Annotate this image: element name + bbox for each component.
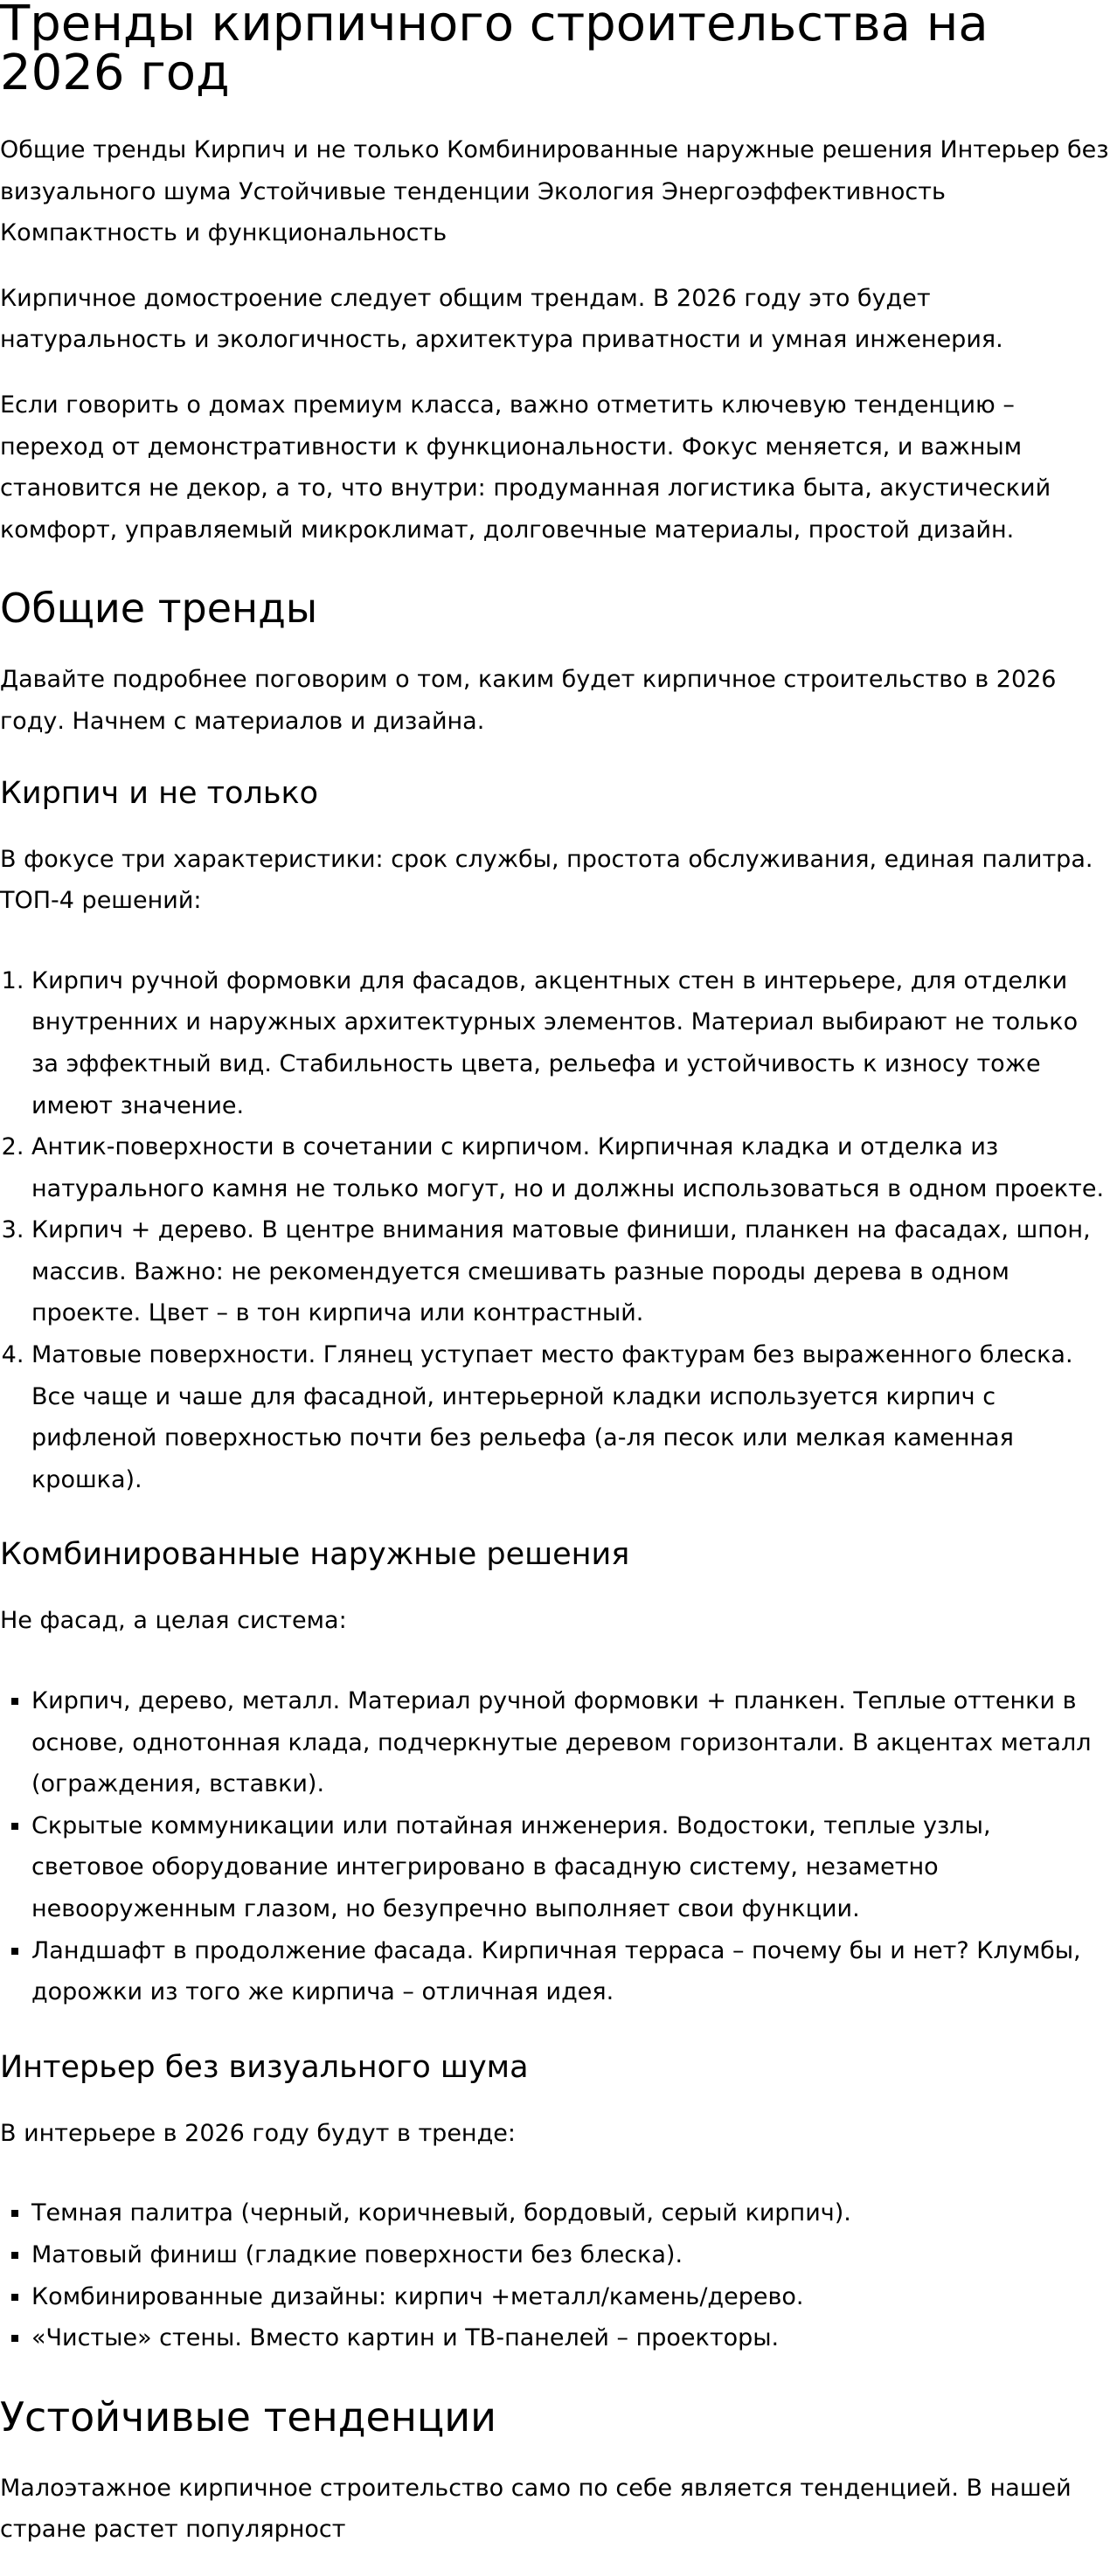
list-item: 1. Кирпич ручной формовки для фасадов, акцентных стен в интерьере, для отделки внутренних и наружных архитектурных элементов. Материал выбирают не только за эффектный вид. Стабильность цвета, рельефа и устойчивость к износу тоже имеют значение. [31, 960, 1110, 1126]
list-item: ▪ Скрытые коммуникации или потайная инженерия. Водостоки, теплые узлы, световое оборудование интегрировано в фасадную систему, незаметно невооруженным глазом, но безупречно выполняет свои функции. [31, 1805, 1110, 1930]
exterior-list [0, 1680, 1110, 2013]
list-item: ▪ «Чистые» стены. Вместо картин и ТВ-панелей – проекторы. [31, 2317, 1110, 2359]
list-item: ▪ Комбинированные дизайны: кирпич +металл/камень/дерево. [31, 2276, 1110, 2318]
paragraph: Давайте подробнее поговорим о том, каким будет кирпичное строительство в 2026 году. Начнем с материалов и дизайна. [0, 666, 1057, 735]
section-heading-general: Общие тренды [0, 585, 318, 633]
brick-list [0, 960, 1110, 1501]
section-heading-interior: Интерьер без визуального шума [0, 2049, 529, 2085]
list-item: 4. Матовые поверхности. Глянец уступает место фактурам без выраженного блеска. Все чаще и чаше для фасадной, интерьерной кладки используется кирпич с рифленой поверхностью почти без рельефа (а-ля песок или мелкая каменная крошка). [31, 1334, 1110, 1500]
paragraph: Не фасад, а целая система: [0, 1607, 347, 1635]
intro-paragraph: Если говорить о домах премиум класса, важно отметить ключевую тенденцию – переход от демонстративности к функциональности. Фокус меняется, и важным становится не декор, а то, что внутри: продуманная логистика быта, акустический комфорт, управляемый микроклимат, долговечные материалы, простой дизайн. [0, 391, 1051, 544]
intro-paragraph: Кирпичное домостроение следует общим трендам. В 2026 году это будет натуральность и экологичность, архитектура приватности и умная инженерия. [0, 284, 1003, 354]
section-heading-exterior: Комбинированные наружные решения [0, 1537, 630, 1573]
list-item: ▪ Темная палитра (черный, коричневый, бордовый, серый кирпич). [31, 2192, 1110, 2234]
list-item: ▪ Ландшафт в продолжение фасада. Кирпичная терраса – почему бы и нет? Клумбы, дорожки из того же кирпича – отличная идея. [31, 1930, 1110, 2013]
interior-list [0, 2192, 1110, 2358]
section-heading-brick: Кирпич и не только [0, 775, 319, 811]
page-title: Тренды кирпичного строительства на 2026 год [0, 0, 989, 101]
section-heading-sustainable: Устойчивые тенденции [0, 2392, 497, 2441]
paragraph: Малоэтажное кирпичное строительство само по себе является тенденцией. В нашей стране растет популярност [0, 2474, 1072, 2544]
list-item: ▪ Матовый финиш (гладкие поверхности без блеска). [31, 2234, 1110, 2276]
list-item: 3. Кирпич + дерево. В центре внимания матовые финиши, планкен на фасадах, шпон, массив. Важно: не рекомендуется смешивать разные породы дерева в одном проекте. Цвет – в тон кирпича или контрастный. [31, 1209, 1110, 1334]
table-of-contents: Общие тренды Кирпич и не только Комбинированные наружные решения Интерьер без визуального шума Устойчивые тенденции Экология Энергоэффективность Компактность и функциональность [0, 136, 1109, 247]
list-item: ▪ Кирпич, дерево, металл. Материал ручной формовки + планкен. Теплые оттенки в основе, однотонная клада, подчеркнутые деревом горизонтали. В акцентах металл (ограждения, вставки). [31, 1680, 1110, 1805]
list-item: 2. Антик-поверхности в сочетании с кирпичом. Кирпичная кладка и отделка из натурального камня не только могут, но и должны использоваться в одном проекте. [31, 1126, 1110, 1209]
paragraph: В фокусе три характеристики: срок службы, простота обслуживания, единая палитра. ТОП-4 решений: [0, 845, 1093, 915]
paragraph: В интерьере в 2026 году будут в тренде: [0, 2119, 516, 2147]
